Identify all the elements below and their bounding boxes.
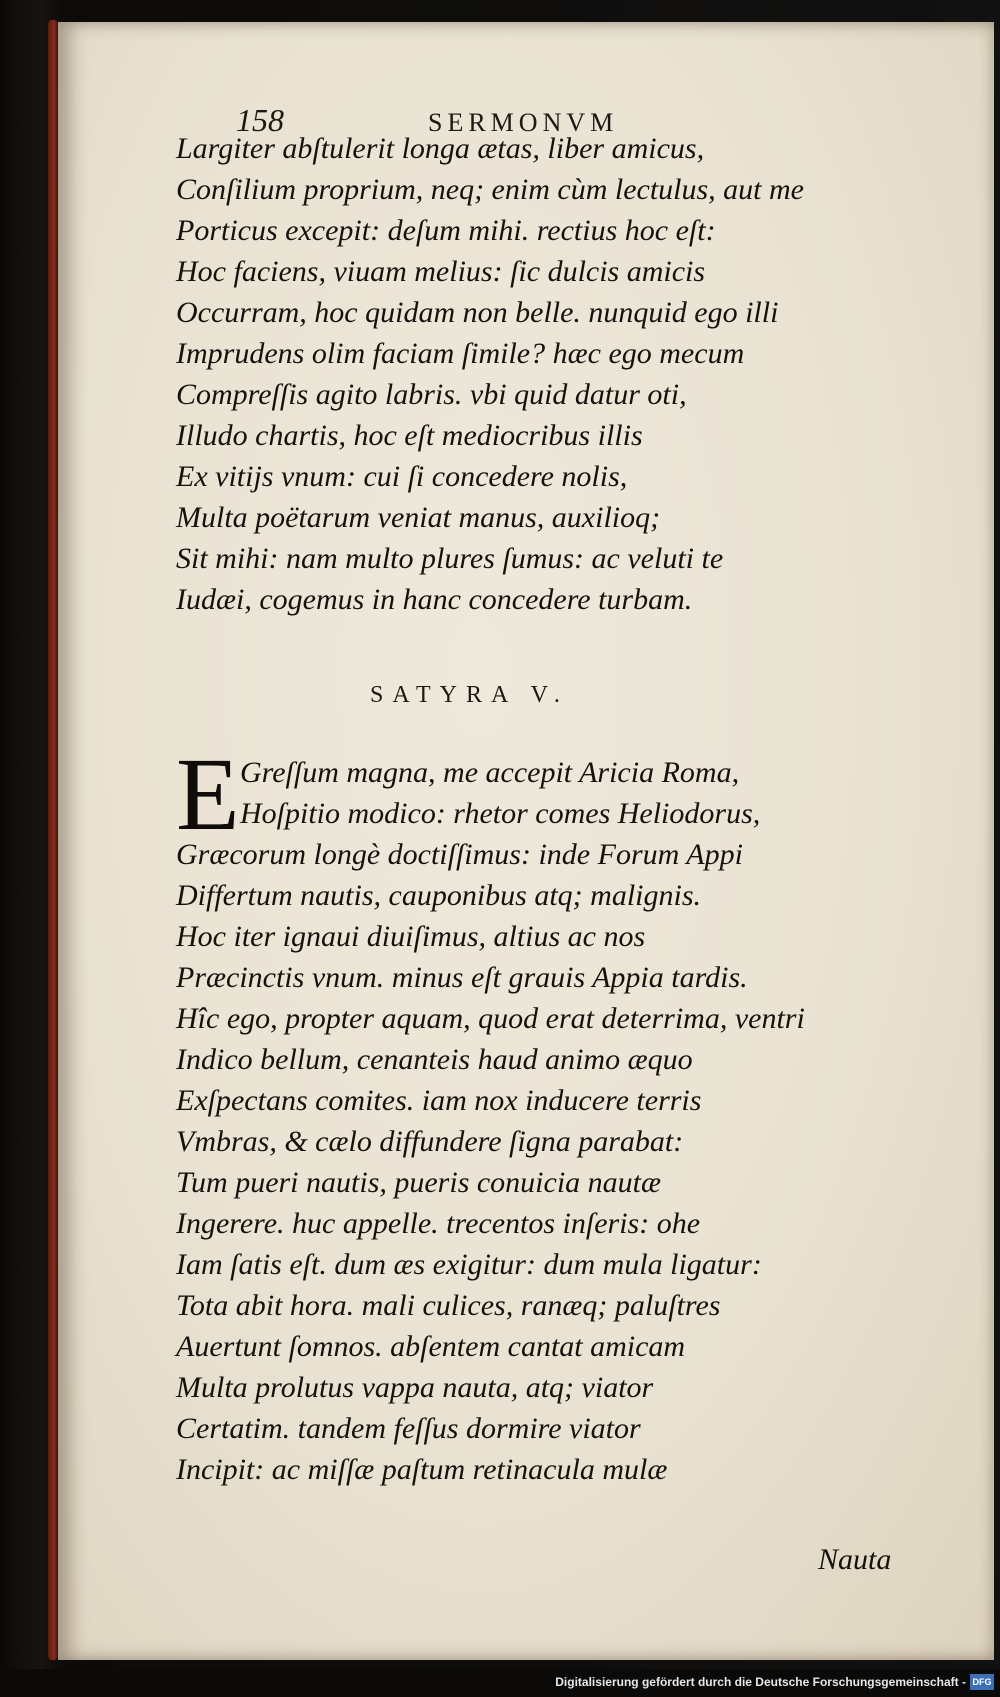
verse-line: Præcinctis vnum. minus eſt grauis Appia tardis.: [176, 961, 748, 994]
verse-line: Exſpectans comites. iam nox inducere terris: [176, 1084, 702, 1117]
verse-line: Greſſum magna, me accepit Aricia Roma,: [240, 756, 740, 789]
verse-line: Conſilium proprium, neq; enim cùm lectulus, aut me: [176, 173, 804, 206]
drop-cap-initial: E: [176, 737, 240, 852]
verse-line: Tum pueri nautis, pueris conuicia nautæ: [176, 1166, 662, 1199]
page-number: 158: [236, 102, 284, 138]
running-title: SERMONVM: [428, 108, 619, 137]
verse-line: Illudo chartis, hoc eſt mediocribus illis: [176, 419, 643, 452]
verse-line: Hîc ego, propter aquam, quod erat deterrima, ventri: [176, 1002, 805, 1035]
verse-line: Certatim. tandem feſſus dormire viator: [176, 1412, 641, 1445]
footer-bar: [0, 1669, 1000, 1697]
verse-block-one: [176, 128, 804, 620]
verse-line: Hoſpitio modico: rhetor comes Heliodorus,: [240, 797, 761, 830]
verse-line: Ex vitijs vnum: cui ſi concedere nolis,: [176, 460, 628, 493]
verse-line: Hoc faciens, viuam melius: ſic dulcis amicis: [176, 255, 706, 288]
verse-line: Imprudens olim faciam ſimile? hæc ego mecum: [176, 337, 745, 370]
verse-line: Ingerere. huc appelle. trecentos inſeris: ohe: [176, 1207, 701, 1240]
verse-line: Iam ſatis eſt. dum æs exigitur: dum mula ligatur:: [176, 1248, 762, 1281]
verse-line: Hoc iter ignaui diuiſimus, altius ac nos: [176, 920, 646, 953]
verse-line: Tota abit hora. mali culices, ranæq; paluſtres: [176, 1289, 721, 1322]
funding-credit: Digitalisierung gefördert durch die Deutsche Forschungsgemeinschaft -: [555, 1675, 966, 1689]
verse-line: Multa prolutus vappa nauta, atq; viator: [176, 1371, 654, 1404]
verse-line: Indico bellum, cenanteis haud animo æquo: [176, 1043, 693, 1076]
verse-line: Græcorum longè doctiſſimus: inde Forum Appi: [176, 838, 743, 871]
verse-line: Sit mihi: nam multo plures ſumus: ac veluti te: [176, 542, 724, 575]
verse-block-two: [176, 737, 805, 1490]
catchword: Nauta: [818, 1543, 892, 1576]
verse-line: Occurram, hoc quidam non belle. nunquid ego illi: [176, 296, 779, 329]
book-edge: [48, 20, 58, 1660]
verse-line: Incipit: ac miſſæ paſtum retinacula mulæ: [176, 1453, 668, 1486]
verse-line: Differtum nautis, cauponibus atq; malignis.: [176, 879, 701, 912]
verse-line: Iudæi, cogemus in hanc concedere turbam.: [176, 583, 693, 616]
verse-line: Multa poëtarum veniat manus, auxilioq;: [176, 501, 661, 534]
section-heading: SATYRA V.: [370, 682, 569, 708]
verse-line: Vmbras, & cælo diffundere ſigna parabat:: [176, 1125, 684, 1158]
verse-line: Compreſſis agito labris. vbi quid datur oti,: [176, 378, 687, 411]
verse-line: Largiter abſtulerit longa ætas, liber amicus,: [176, 132, 705, 165]
verse-line: Auertunt ſomnos. abſentem cantat amicam: [176, 1330, 686, 1363]
dfg-logo: DFG: [970, 1674, 994, 1690]
verse-line: Porticus excepit: deſum mihi. rectius hoc eſt:: [176, 214, 716, 247]
